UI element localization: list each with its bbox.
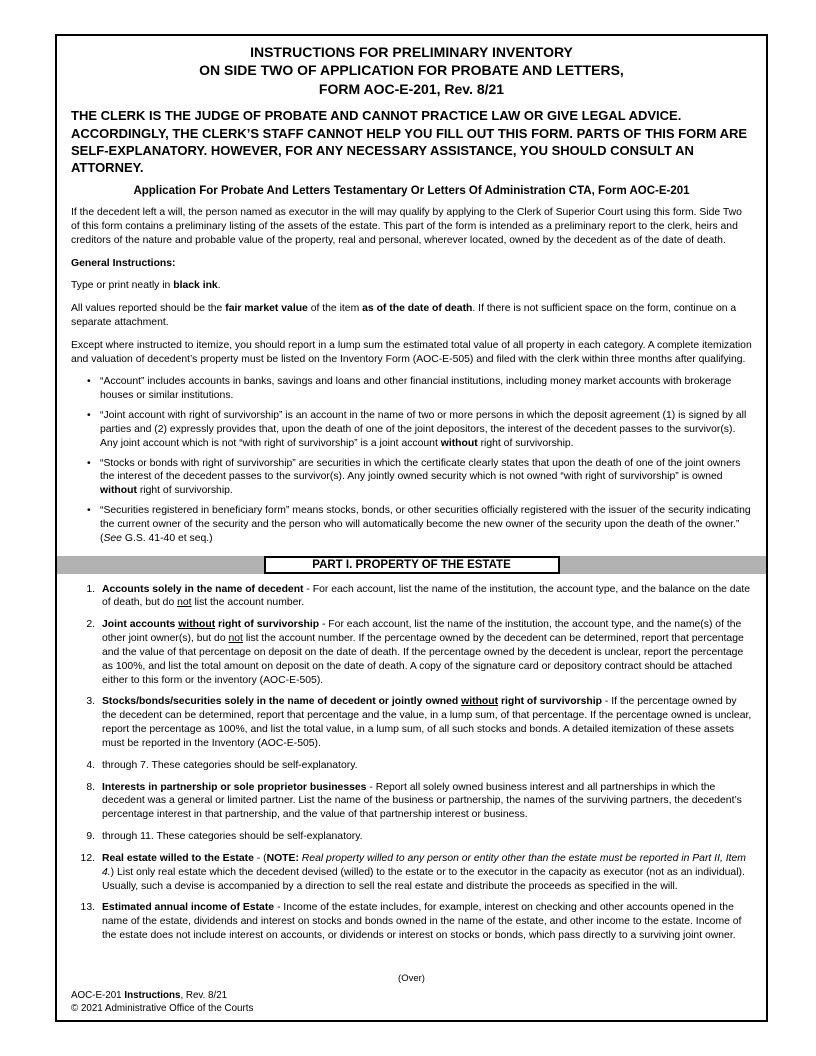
over-label: (Over): [398, 972, 425, 984]
list-item: [73, 759, 752, 773]
list-item: [73, 583, 752, 611]
part1-header-left-bar: [57, 556, 264, 574]
part1-item-list: [71, 583, 752, 951]
item-text: Interests in partnership or sole proprietor businesses - Report all solely owned business interest and all partnerships in which the decedent was a general or limited partner. List the name of the business or partnership, the names of the surviving partners, the decedent’s percentage interest in that partnership, and the value of that partnership interest or business.: [102, 781, 742, 821]
item-text: through 11. These categories should be self-explanatory.: [102, 831, 363, 843]
title-line-2: ON SIDE TWO OF APPLICATION FOR PROBATE AND LETTERS,: [199, 62, 624, 79]
list-item: [87, 504, 752, 545]
list-item: [73, 618, 752, 687]
title-line-3: FORM AOC-E-201, Rev. 8/21: [318, 80, 505, 97]
list-item: [73, 901, 752, 942]
item-number: 3.: [86, 696, 95, 708]
document-title: [71, 43, 752, 98]
bullet-icon: •: [87, 376, 91, 388]
item-number: 1.: [86, 583, 95, 595]
lump-sum-paragraph: Except where instructed to itemize, you should report in a lump sum the estimated total value of all property in each category. A complete itemization and valuation of decedent’s property must be listed on the Inventory Form (AOC-E-505) and filed with the clerk within three months after qualifying.: [71, 339, 752, 365]
item-text: Accounts solely in the name of decedent - For each account, list the name of the institution, the account type, and the balance on the date of death, but do not list the account number.: [102, 583, 751, 609]
fair-market-paragraph: All values reported should be the fair market value of the item as of the date of death. If there is not sufficient space on the form, continue on a separate attachment.: [71, 303, 737, 328]
bullet-text: “Securities registered in beneficiary form” means stocks, bonds, or other securities officially registered with the issuer of the security indicating the current owner of the security and the person who will automatically become the new owner of the security upon the death of the owner.” (See G.S. 41-40 et seq.): [100, 505, 751, 544]
bullet-icon: •: [87, 505, 91, 517]
list-item: [87, 375, 752, 403]
clerk-notice: THE CLERK IS THE JUDGE OF PROBATE AND CANNOT PRACTICE LAW OR GIVE LEGAL ADVICE. ACCORDINGLY, THE CLERK’S STAFF CANNOT HELP YOU FILL OUT THIS FORM. PARTS OF THIS FORM ARE SELF-EXPLANATORY. HOWEVER, FOR ANY NECESSARY ASSISTANCE, YOU SHOULD CONSULT AN ATTORNEY.: [71, 108, 748, 175]
footer-form-number: AOC-E-201 Instructions, Rev. 8/21: [71, 989, 228, 1001]
list-item: [73, 852, 752, 893]
item-text: Real estate willed to the Estate - (NOTE: Real property willed to any person or entity other than the estate must be reported in Part II, Item 4.) List only real estate which the decedent devised (willed) to the estate or to the executor in the capacity as executor (not as an individual). Usually, such a devise is accompanied by a direction to sell the real estate and distribute the proceeds as specified in the will.: [102, 852, 746, 892]
list-item: [73, 830, 752, 844]
item-number: 9.: [86, 831, 95, 843]
item-number: 2.: [86, 619, 95, 631]
item-number: 8.: [86, 781, 95, 793]
title-line-1: INSTRUCTIONS FOR PRELIMINARY INVENTORY: [250, 44, 573, 60]
bullet-icon: •: [87, 457, 91, 469]
part1-header-right-bar: [560, 556, 767, 574]
part1-header-band: [57, 556, 766, 574]
footer: [71, 989, 752, 1015]
application-heading: Application For Probate And Letters Testamentary Or Letters Of Administration CTA, Form AOC-E-201: [133, 185, 690, 198]
item-text: Joint accounts without right of survivorship - For each account, list the name of the institution, the account type, and the name(s) of the other joint owner(s), but do not list the account number. If the percentage owned by the decedent can be determined, report that percentage and the value of that percentage on deposit on the date of death. If the percentage owned by the decedent is unclear, report the percentage as 100%, and list the total amount on deposit on the date of death. A copy of the signature card or depository contract should be attached either to this form or the inventory (AOC-E-505).: [102, 619, 744, 686]
item-number: 4.: [86, 759, 95, 771]
list-item: [87, 409, 752, 450]
black-ink-paragraph: Type or print neatly in black ink.: [71, 280, 221, 292]
bullet-text: “Joint account with right of survivorship” is an account in the name of two or more persons in which the deposit agreement (1) is signed by all parties and (2) expressly provides that, upon the death of one of the joint depositors, the interest of the decedent passes to the survivor(s). Any joint account which is not “with right of survivorship” is a joint account without right of survivorship.: [100, 410, 747, 449]
list-item: [73, 781, 752, 822]
list-item: [87, 457, 752, 498]
footer-copyright: © 2021 Administrative Office of the Courts: [71, 1002, 254, 1014]
general-instructions-label: General Instructions:: [71, 257, 176, 269]
item-number: 13.: [80, 902, 95, 914]
bullet-text: “Account” includes accounts in banks, savings and loans and other financial institutions, including money market accounts with brokerage houses or similar institutions.: [100, 376, 732, 402]
item-text: through 7. These categories should be self-explanatory.: [102, 759, 358, 771]
part1-header: PART I. PROPERTY OF THE ESTATE: [264, 556, 560, 574]
list-item: [73, 695, 752, 750]
definitions-list: [71, 375, 752, 551]
intro-paragraph: If the decedent left a will, the person named as executor in the will may qualify by applying to the Clerk of Superior Court using this form. Side Two of this form contains a preliminary listing of the assets of the estate. This part of the form is intended as a preliminary report to the clerk, heirs and creditors of the nature and probable value of the property, real and personal, wherever located, owned by the decedent as of the date of death.: [71, 207, 742, 246]
bullet-icon: •: [87, 410, 91, 422]
bullet-text: “Stocks or bonds with right of survivorship” are securities in which the certificate clearly states that upon the death of one of the joint owners the interest of the decedent passes to the survivor(s). Any jointly owned security which is not owned “with right of survivorship” is owned without right of survivorship.: [100, 457, 741, 497]
page-border: [55, 34, 768, 1022]
item-number: 12.: [80, 852, 95, 864]
item-text: Estimated annual income of Estate - Income of the estate includes, for example, interest on checking and other accounts opened in the name of the estate, dividends and interest on stocks and bonds owned in the name of the estate, and other income to the estate. Income of the estate does not include interest on accounts, or dividends or interest on stocks or bonds, which pass directly to a surviving joint owner.: [102, 902, 742, 941]
item-text: Stocks/bonds/securities solely in the name of decedent or jointly owned without right of survivorship - If the percentage owned by the decedent can be determined, report that percentage and the value, in a lump sum, of that percentage. If the percentage owned is unclear, report the percentage as 100%, and list the total value, in a lump sum, of all such stocks and bonds. A detailed itemization of these assets must be reported in the Inventory (AOC-E-505).: [102, 696, 752, 749]
